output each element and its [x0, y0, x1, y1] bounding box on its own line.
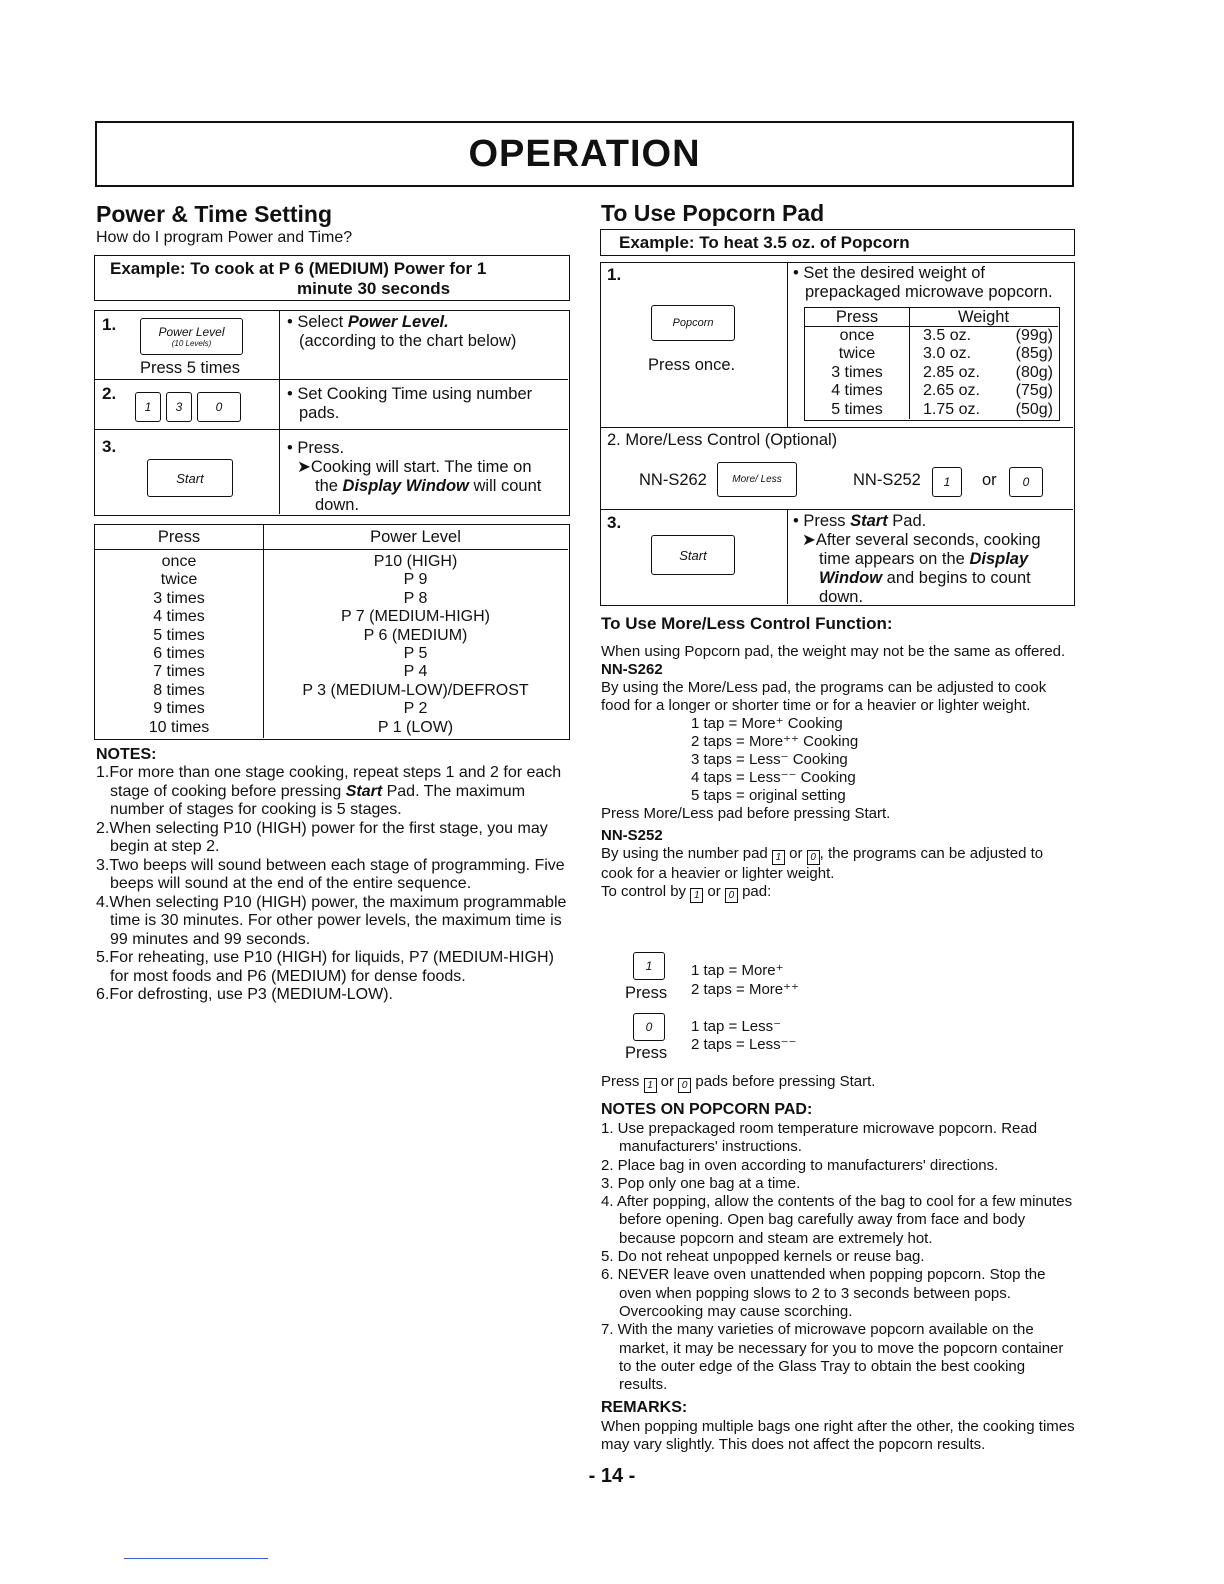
power-table-level: P10 (HIGH): [373, 553, 458, 570]
weight-table-press: once: [839, 327, 875, 344]
s252-title: NN-S252: [601, 827, 663, 844]
popcorn-note-item: 1. Use prepackaged room temperature microwave popcorn. Read manufacturers' instructions.: [601, 1120, 1038, 1156]
tap-item: 2 taps = More⁺⁺ Cooking: [691, 733, 859, 750]
power-level-table: [94, 524, 570, 740]
popcorn-note-item: 3. Pop only one bag at a time.: [601, 1174, 801, 1192]
power-time-question: How do I program Power and Time?: [96, 229, 353, 246]
model-nn-s262: NN-S262: [639, 471, 707, 489]
step1-text: • Select Power Level. (according to the chart below): [287, 313, 517, 350]
step2-number: 2.: [102, 384, 117, 403]
power-table-press: 3 times: [153, 589, 205, 607]
weight-table-grams: (50g): [1015, 400, 1053, 418]
power-level-pad-label: Power Level: [158, 325, 225, 339]
power-table-press: 4 times: [153, 608, 205, 626]
s262-text: By using the More/Less pad, the programs can be adjusted to cook food for a longer or shorter time or for a heavier or lighter weight.: [601, 679, 1047, 714]
note-item: 6.For defrosting, use P3 (MEDIUM-LOW).: [96, 986, 393, 1003]
title-box: [95, 121, 1074, 187]
popcorn-note-item: 6. NEVER leave oven unattended when popping popcorn. Stop the oven when popping slows to 2 to 3 seconds between pops. Overcooking may cause scorching.: [601, 1266, 1046, 1320]
popcorn-step3-text2: ➤After several seconds, cooking time appears on the Display Window and begins to count down.: [802, 531, 1041, 606]
power-table-level: P 9: [403, 571, 428, 589]
page-title: OPERATION: [468, 133, 701, 175]
tap-item: 3 taps = Less⁻ Cooking: [691, 751, 848, 768]
power-table-press: 5 times: [153, 626, 205, 644]
notes-title: NOTES:: [96, 746, 157, 763]
tap-item: 5 taps = original setting: [691, 787, 846, 804]
power-example-box: [94, 255, 570, 301]
power-steps-box: [94, 310, 570, 516]
power-example-line1: Example: To cook at P 6 (MEDIUM) Power for 1: [110, 259, 487, 278]
remarks-text: When popping multiple bags one right after the other, the cooking times may vary slightly. This does not affect the popcorn results.: [601, 1418, 1075, 1454]
key-zero-tap2: 2 taps = Less⁻⁻: [691, 1036, 797, 1053]
weight-table-header-press: Press: [835, 308, 879, 326]
weight-table-press: twice: [838, 345, 876, 363]
power-table-row: [95, 627, 568, 645]
moreless-section: [601, 613, 1071, 903]
key-zero-tap1: 1 tap = Less⁻: [691, 1018, 782, 1035]
popcorn-note-item: 5. Do not reheat unpopped kernels or reuse bag.: [601, 1248, 925, 1266]
moreless-intro: When using Popcorn pad, the weight may not be the same as offered.: [601, 643, 1066, 660]
moreless-press-before: Press More/Less pad before pressing Start.: [601, 805, 891, 822]
notes-section: [96, 746, 571, 1005]
power-table-header-press: Press: [157, 528, 201, 546]
note-item: 4.When selecting P10 (HIGH) power, the maximum programmable time is 30 minutes. For other power levels, the maximum time is 99 minutes and 99 seconds.: [96, 893, 567, 948]
tap-item: 1 tap = More⁺ Cooking: [691, 715, 843, 732]
power-table-level: P 4: [403, 663, 428, 681]
popcorn-step1-text: • Set the desired weight of prepackaged microwave popcorn.: [793, 264, 1053, 301]
popcorn-notes-section: [601, 1100, 1076, 1454]
page-number: - 14 -: [588, 1465, 636, 1487]
power-time-heading: Power & Time Setting: [96, 201, 333, 227]
weight-table-press: 5 times: [831, 400, 883, 418]
weight-table-oz: 3.0 oz.: [923, 345, 972, 363]
weight-table-oz: 2.85 oz.: [923, 363, 980, 381]
notes-list: [96, 764, 571, 1005]
remarks-title: REMARKS:: [601, 1399, 688, 1417]
weight-table-grams: (99g): [1015, 327, 1053, 344]
weight-table-row: [805, 401, 1058, 419]
popcorn-step1-number: 1.: [607, 265, 622, 284]
power-table-row: [95, 645, 568, 663]
popcorn-weight-table: [804, 307, 1060, 421]
power-table-level: P 8: [403, 589, 428, 607]
popcorn-notes-list: [601, 1120, 1076, 1394]
key-one-icon: 1: [633, 952, 665, 980]
tap-item: 4 taps = Less⁻⁻ Cooking: [691, 769, 856, 786]
number-pad-0[interactable]: 0: [197, 392, 241, 422]
power-table-press: 7 times: [153, 663, 205, 681]
power-table-row: [95, 700, 568, 718]
popcorn-step2-title: 2. More/Less Control (Optional): [607, 431, 838, 449]
popcorn-step3-number: 3.: [607, 513, 622, 532]
note-item: 1.For more than one stage cooking, repeat steps 1 and 2 for each stage of cooking before pressing Start Pad. The maximum number of stages for cooking is 5 stages.: [96, 764, 562, 818]
power-table-row: [95, 608, 568, 626]
popcorn-steps-box: [600, 262, 1075, 606]
power-table-press: 6 times: [153, 645, 205, 663]
weight-table-oz: 1.75 oz.: [923, 400, 980, 418]
power-level-pad[interactable]: [140, 318, 243, 355]
press-pads-before-start: Press 1 or 0 pads before pressing Start.: [601, 1073, 876, 1091]
power-table-row: [95, 663, 568, 681]
key-zero-press-label: Press: [625, 1044, 668, 1062]
number-pad-1[interactable]: 1: [135, 392, 161, 422]
popcorn-example: Example: To heat 3.5 oz. of Popcorn: [619, 233, 910, 252]
note-item: 5.For reheating, use P10 (HIGH) for liquids, P7 (MEDIUM-HIGH) for most foods and P6 (MEDIUM) for dense foods.: [96, 949, 554, 985]
popcorn-example-box: [600, 229, 1075, 256]
s252-control: To control by 1 or 0 pad:: [601, 883, 772, 901]
weight-table-body: [805, 327, 1058, 419]
step3-text1: • Press.: [287, 439, 345, 457]
popcorn-note-item: 7. With the many varieties of microwave popcorn available on the market, it may be necessary for you to move the popcorn container to the outer edge of the Glass Tray to obtain the best cooking results.: [601, 1321, 1064, 1394]
key-one-press-label: Press: [625, 984, 668, 1002]
popcorn-step1-caption: Press once.: [648, 356, 736, 374]
inline-key-1: 1: [772, 850, 785, 865]
power-table-level: P 3 (MEDIUM-LOW)/DEFROST: [302, 681, 529, 699]
power-table-level: P 6 (MEDIUM): [363, 626, 468, 644]
power-table-row: [95, 719, 568, 737]
s262-tap-list: [601, 715, 1071, 805]
power-table-row: [95, 571, 568, 589]
footer-rule: [124, 1558, 268, 1559]
power-table-header-level: Power Level: [370, 528, 461, 546]
power-table-row: [95, 590, 568, 608]
key-one-tap1: 1 tap = More⁺: [691, 962, 784, 979]
more-less-pad[interactable]: More/ Less: [717, 462, 797, 497]
weight-table-row: [805, 382, 1058, 400]
note-item: 2.When selecting P10 (HIGH) power for the first stage, you may begin at step 2.: [96, 819, 548, 855]
weight-table-header-weight: Weight: [957, 308, 1010, 326]
or-text: or: [982, 471, 997, 489]
weight-table-press: 4 times: [831, 382, 883, 400]
s252-text: By using the number pad 1 or 0 , the programs can be adjusted to cook for a heavier or lighter weight.: [601, 845, 1044, 882]
popcorn-pad[interactable]: Popcorn: [651, 305, 735, 341]
weight-table-row: [805, 364, 1058, 382]
step1-number: 1.: [102, 315, 117, 334]
weight-table-grams: (80g): [1015, 363, 1053, 381]
power-level-pad-sublabel: (10 Levels): [171, 339, 212, 348]
power-table-level: P 1 (LOW): [377, 718, 454, 736]
weight-table-grams: (75g): [1015, 382, 1053, 400]
step3-text2: ➤Cooking will start. The time on the Display Window will count down.: [297, 458, 542, 514]
s252-pad-1[interactable]: 1: [932, 467, 962, 497]
weight-table-row: [805, 327, 1058, 345]
power-table-body: [95, 553, 568, 737]
power-table-press: 8 times: [153, 681, 205, 699]
start-pad[interactable]: Start: [147, 459, 233, 497]
inline-key-0: 0: [807, 850, 820, 865]
step1-caption: Press 5 times: [140, 359, 240, 377]
weight-table-grams: (85g): [1015, 345, 1053, 363]
popcorn-note-item: 4. After popping, allow the contents of the bag to cool for a few minutes before opening. Open bag carefully away from face and body because popcorn and steam are extremely hot.: [601, 1193, 1073, 1247]
power-table-level: P 5: [403, 645, 428, 663]
power-table-level: P 7 (MEDIUM-HIGH): [340, 608, 491, 626]
key-one-tap2: 2 taps = More⁺⁺: [691, 981, 799, 998]
power-table-row: [95, 682, 568, 700]
power-table-press: 9 times: [153, 700, 205, 718]
popcorn-heading: To Use Popcorn Pad: [601, 200, 825, 226]
popcorn-notes-title: NOTES ON POPCORN PAD:: [601, 1101, 813, 1118]
moreless-title: To Use More/Less Control Function:: [601, 614, 893, 633]
s262-title: NN-S262: [601, 661, 663, 678]
key-zero-icon: 0: [633, 1013, 665, 1041]
weight-table-press: 3 times: [831, 363, 883, 381]
power-table-press: twice: [160, 571, 198, 589]
weight-table-oz: 2.65 oz.: [923, 382, 980, 400]
power-table-level: P 2: [403, 700, 428, 718]
step2-text: • Set Cooking Time using number pads.: [287, 385, 533, 422]
popcorn-note-item: 2. Place bag in oven according to manufacturers' directions.: [601, 1156, 999, 1174]
number-pad-3[interactable]: 3: [166, 392, 192, 422]
step3-number: 3.: [102, 437, 117, 456]
note-item: 3.Two beeps will sound between each stage of programming. Five beeps will sound at the end of the entire sequence.: [96, 856, 565, 892]
model-nn-s252: NN-S252: [853, 471, 921, 489]
weight-table-oz: 3.5 oz.: [923, 327, 972, 344]
power-table-press: 10 times: [148, 718, 210, 736]
s252-pad-0[interactable]: 0: [1009, 467, 1043, 497]
power-table-press: once: [161, 553, 197, 570]
weight-table-row: [805, 345, 1058, 363]
popcorn-step3-text1: • Press Start Pad.: [793, 512, 927, 530]
power-table-row: [95, 553, 568, 571]
popcorn-start-pad[interactable]: Start: [651, 535, 735, 575]
power-example-line2: minute 30 seconds: [297, 279, 451, 298]
